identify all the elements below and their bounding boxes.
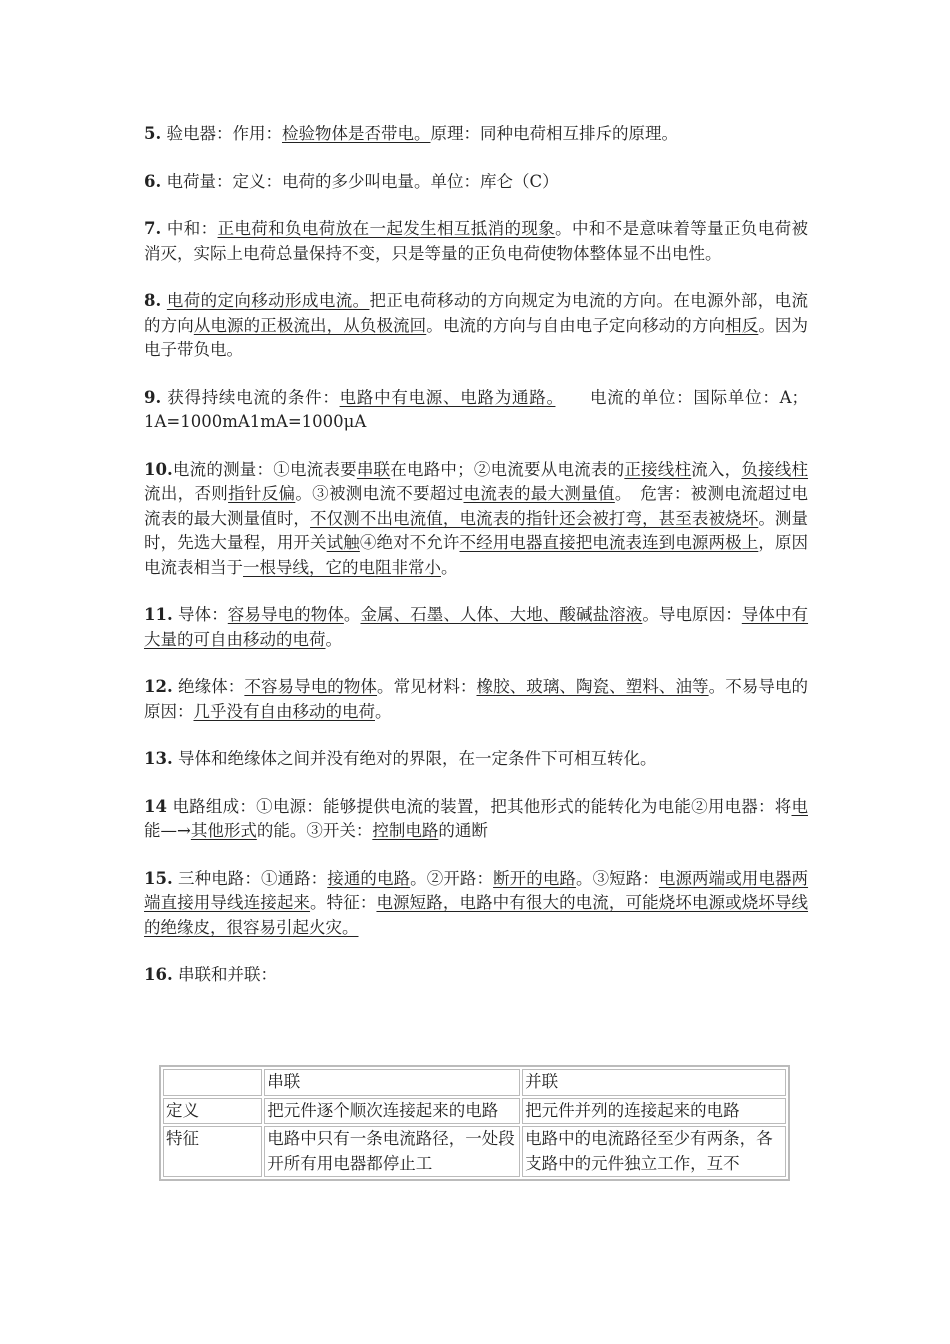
item-text: 。③短路： (575, 868, 659, 888)
underlined-key-phrase: 负接线柱 (741, 459, 809, 479)
item-number: 13. (144, 749, 173, 768)
item-text: 。特征： (310, 893, 377, 912)
item-text: 能—→ (144, 821, 191, 840)
underlined-key-phrase: 不经用电器直接把电流表连到电源两极上 (459, 533, 759, 552)
table-header-cell: 串联 (264, 1069, 520, 1096)
item-paragraph (144, 747, 808, 772)
item-text: 绝缘体： (172, 677, 245, 696)
underlined-key-phrase: 控制电路 (372, 821, 439, 840)
item-text: 电路组成：①电源：能够提供电流的装置，把其他形式的能转化为电能②用电器：将 (166, 796, 792, 816)
item-text: 。测量时，先选大量程，用开关 (144, 508, 809, 552)
item-number: 7. (144, 219, 162, 238)
item-paragraph (144, 289, 808, 363)
item-text: 流出，否则 (144, 484, 229, 503)
underlined-key-phrase: 从电源的正极流出，从负极流回 (193, 315, 427, 335)
item-text: 获得持续电流的条件： (161, 387, 340, 407)
item-paragraph (144, 867, 808, 941)
table-row-label: 特征 (163, 1126, 262, 1177)
item-text: 。 (343, 605, 361, 624)
item-text: ，原因电流表相当于 (144, 533, 809, 577)
item-text: 中和： (161, 219, 218, 238)
item-text: 。 (325, 629, 342, 649)
item-text: 。 (375, 701, 392, 721)
item-text: 。 (441, 557, 458, 577)
underlined-key-phrase: 接通的电路 (327, 868, 411, 888)
table-cell: 电路中只有一条电流路径，一处段开所有用电器都停止工 (267, 1129, 515, 1173)
underlined-key-phrase: 电荷的定向移动形成电流。 (166, 291, 370, 310)
item-text: 电流的测量：①电流表要 (172, 459, 357, 479)
series-parallel-table (159, 1065, 790, 1181)
table-header-cell: 并联 (522, 1069, 786, 1096)
item-text: 的能。③开关： (256, 821, 373, 840)
item-text: 。不易导电的原因： (144, 677, 809, 721)
item-text: 。电流的方向与自由电子定向移动的方向 (426, 315, 726, 335)
item-text: 流入， (691, 459, 742, 479)
item-paragraph (144, 795, 808, 844)
item-text: 串联和并联： (172, 965, 277, 984)
item-text: 三种电路：①通路： (172, 868, 328, 888)
underlined-key-phrase: 试触 (326, 533, 360, 552)
underlined-key-phrase: 其他形式 (190, 821, 257, 840)
item-text: 把正电荷移动的方向规定为电流的方向。在电源外部，电流的方向 (144, 291, 809, 335)
underlined-key-phrase: 检验物体是否带电。 (281, 124, 431, 143)
underlined-key-phrase: 几乎没有自由移动的电荷 (193, 701, 375, 721)
item-text: 的通断 (438, 821, 488, 840)
item-paragraph (144, 675, 808, 724)
underlined-key-phrase: 金属、石墨、人体、大地、酸碱盐溶液 (360, 605, 643, 624)
item-number: 11. (144, 605, 173, 624)
item-text: 导体和绝缘体之间并没有绝对的界限，在一定条件下可相互转化。 (172, 749, 657, 768)
table-row-label: 定义 (163, 1098, 262, 1125)
underlined-key-phrase: 指针反偏 (228, 484, 296, 503)
underlined-key-phrase: 容易导电的物体 (227, 605, 344, 624)
underlined-key-phrase: 电源两端或用电器两端直接用导线连接起来 (144, 868, 809, 912)
item-paragraph (144, 170, 808, 195)
item-text: 在电路中；②电流要从电流表的 (390, 459, 625, 479)
table-row (163, 1098, 786, 1125)
table-header-cell (163, 1069, 262, 1096)
item-paragraph (144, 963, 808, 988)
underlined-key-phrase: 导体中有大量的可自由移动的电荷 (144, 605, 809, 649)
table-cell: 电路中的电流路径至少有两条，各支路中的元件独立工作，互不 (525, 1129, 773, 1173)
item-number: 12. (144, 677, 173, 696)
item-number: 9. (144, 387, 162, 407)
item-paragraph (144, 217, 808, 266)
item-number: 15. (144, 868, 173, 888)
underlined-key-phrase: 一根导线，它的电阻非常小 (243, 557, 441, 577)
item-text: 电荷量：定义：电荷的多少叫电量。单位：库仑（C） (161, 171, 559, 191)
item-text: 验电器：作用： (161, 124, 282, 143)
item-text: 。②开路： (410, 868, 494, 888)
item-number: 6. (144, 171, 162, 191)
item-text: 。 危害：被测电流超过电流表的最大测量值时， (144, 484, 809, 528)
document-body (144, 122, 808, 1011)
underlined-key-phrase: 正接线柱 (624, 459, 692, 479)
item-number: 8. (144, 291, 162, 310)
item-text: 电流的单位：国际单位：A；1A=1000mA1mA=1000μA (144, 387, 808, 431)
table-row (163, 1126, 786, 1177)
item-text: ④绝对不允许 (359, 533, 460, 552)
item-paragraph (144, 458, 808, 581)
item-number: 14 (144, 796, 167, 816)
underlined-key-phrase: 不仅测不出电流值，电流表的指针还会被打弯，甚至表被烧坏 (310, 508, 759, 528)
table-cell: 把元件逐个顺次连接起来的电路 (264, 1098, 520, 1125)
item-text: 原理：同种电荷相互排斥的原理。 (430, 124, 678, 143)
underlined-key-phrase: 不容易导电的物体 (244, 677, 378, 696)
item-text: 。导电原因： (642, 605, 742, 624)
item-text: 。③被测电流不要超过 (295, 484, 464, 503)
underlined-key-phrase: 串联 (356, 459, 391, 479)
item-text: 导体： (172, 605, 228, 624)
table-cell: 把元件并列的连接起来的电路 (522, 1098, 786, 1125)
item-text: 。常见材料： (377, 677, 477, 696)
underlined-key-phrase: 电 (791, 796, 808, 816)
item-number: 5. (144, 124, 162, 143)
underlined-key-phrase: 橡胶、玻璃、陶瓷、塑料、油等 (476, 677, 709, 696)
item-number: 16. (144, 965, 173, 984)
item-text: 。因为电子带负电。 (144, 315, 809, 359)
underlined-key-phrase: 电路中有电源、电路为通路。 (339, 387, 556, 407)
underlined-key-phrase: 电流表的最大测量值 (463, 484, 615, 503)
underlined-key-phrase: 电源短路，电路中有很大的电流，可能烧坏电源或烧坏导线的绝缘皮，很容易引起火灾。 (144, 893, 809, 937)
item-paragraph (144, 603, 808, 652)
item-text: 。中和不是意味着等量正负电荷被消灭，实际上电荷总量保持不变，只是等量的正负电荷使物体整体显不出电性。 (144, 219, 809, 263)
underlined-key-phrase: 断开的电路 (493, 868, 576, 888)
underlined-key-phrase: 正电荷和负电荷放在一起发生相互抵消的现象 (217, 219, 556, 238)
table-header-row (163, 1069, 786, 1096)
item-paragraph (144, 122, 808, 147)
item-paragraph (144, 386, 808, 435)
underlined-key-phrase: 相反 (725, 315, 759, 335)
item-number: 10. (144, 459, 173, 479)
